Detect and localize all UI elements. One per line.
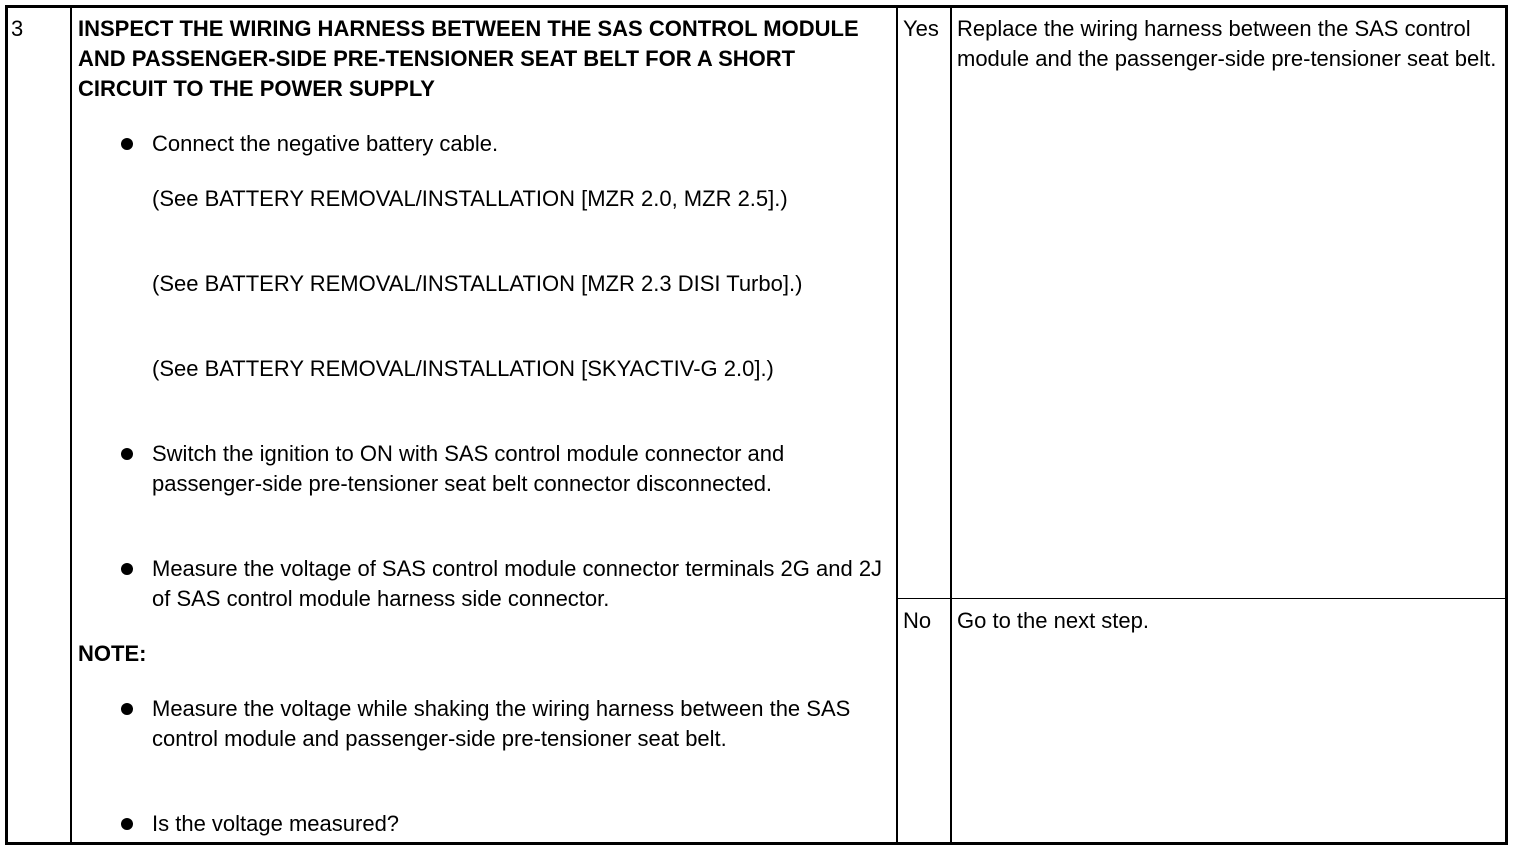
note-shake-harness: Measure the voltage while shaking the wiring harness between the SAS control module and passenger-side pre-tensioner seat belt. (152, 696, 851, 751)
bullet-icon (121, 818, 133, 830)
result-no-action: Go to the next step. (957, 608, 1150, 633)
bullet-icon (121, 448, 133, 460)
table-border-right (1505, 5, 1508, 845)
row-divider-yes-no (896, 598, 1508, 599)
bullet-icon (121, 703, 133, 715)
reference-battery-skyactiv: (See BATTERY REMOVAL/INSTALLATION [SKYACTIV-G 2.0].) (152, 356, 774, 381)
instruction-switch-ignition: Switch the ignition to ON with SAS control module connector and passenger-side pre-tensioner seat belt connector disconnected. (152, 441, 785, 496)
step-title: INSPECT THE WIRING HARNESS BETWEEN THE SAS CONTROL MODULE AND PASSENGER-SIDE PRE-TENSIONER SEAT BELT FOR A SHORT CIRCUIT TO THE POWER SUPPLY (78, 16, 859, 101)
instruction-measure-voltage: Measure the voltage of SAS control module connector terminals 2G and 2J of SAS control module harness side connector. (152, 556, 883, 611)
bullet-icon (121, 138, 133, 150)
table-border-left (5, 5, 8, 845)
result-no-label: No (903, 608, 932, 633)
result-yes-label: Yes (903, 16, 939, 41)
table-border-bottom (5, 842, 1508, 845)
step-number: 3 (11, 16, 24, 41)
reference-battery-mzr20: (See BATTERY REMOVAL/INSTALLATION [MZR 2.0, MZR 2.5].) (152, 186, 788, 211)
column-divider-step (70, 5, 72, 845)
reference-battery-mzr23: (See BATTERY REMOVAL/INSTALLATION [MZR 2.3 DISI Turbo].) (152, 271, 803, 296)
note-label: NOTE: (78, 641, 147, 666)
instruction-connect-battery: Connect the negative battery cable. (152, 131, 499, 156)
table-border-top (5, 5, 1508, 8)
question-voltage-measured: Is the voltage measured? (152, 811, 400, 836)
result-yes-action: Replace the wiring harness between the SAS control module and the passenger-side pre-tensioner seat belt. (957, 16, 1497, 71)
column-divider-result (896, 5, 898, 845)
bullet-icon (121, 563, 133, 575)
column-divider-action (950, 5, 952, 845)
